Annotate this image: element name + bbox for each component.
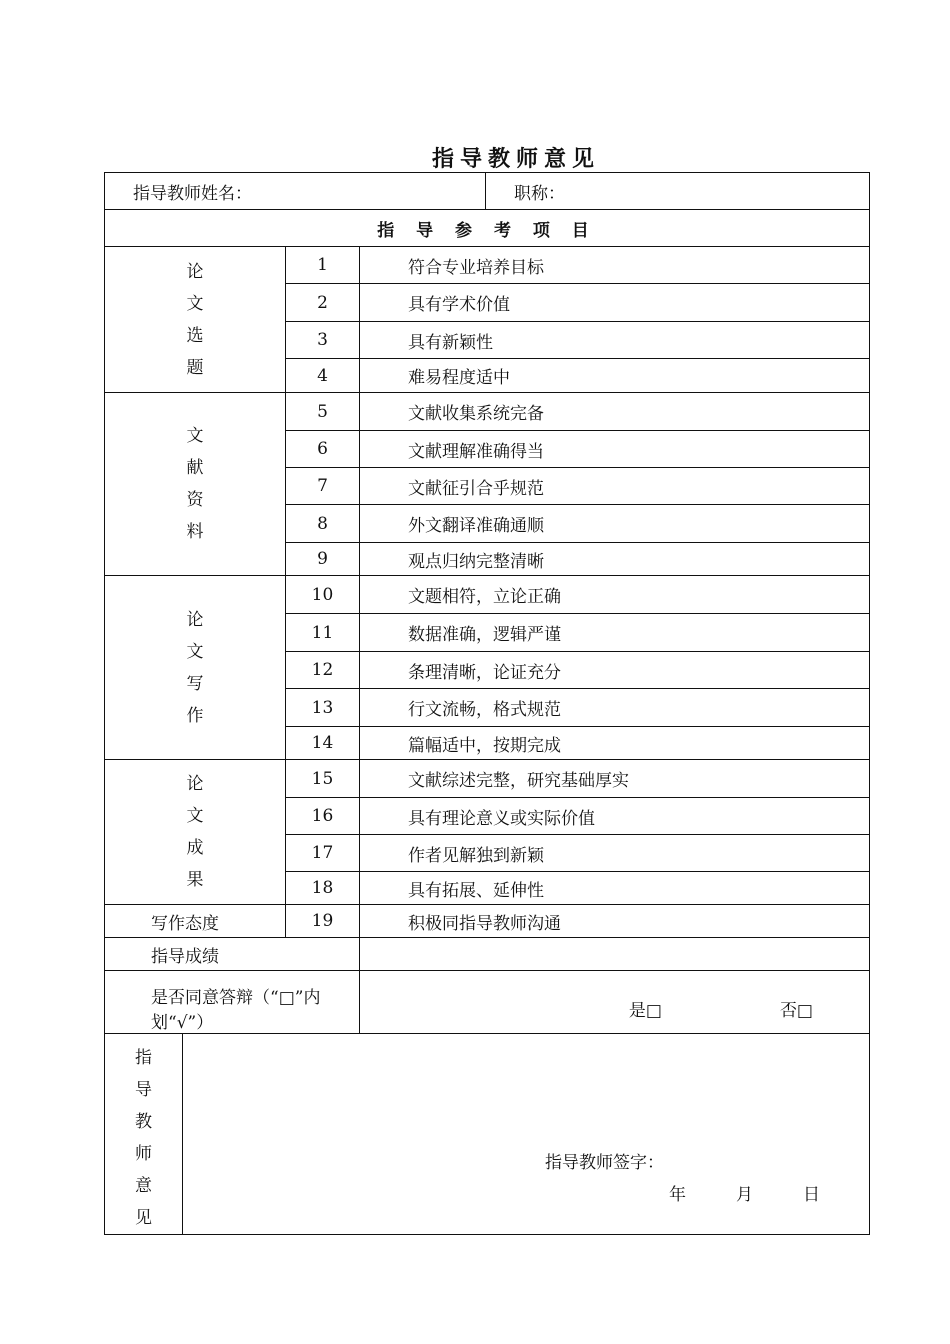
opinion-label-char: 指 bbox=[135, 1048, 152, 1068]
item-number: 6 bbox=[286, 431, 360, 468]
signature-label: 指导教师签字： bbox=[545, 1153, 664, 1173]
year-label: 年 bbox=[669, 1185, 686, 1205]
category-char: 果 bbox=[186, 870, 204, 890]
item-text: 具有学术价值 bbox=[360, 284, 870, 322]
item-number: 4 bbox=[286, 359, 360, 393]
item-text: 文献综述完整，研究基础厚实 bbox=[360, 760, 870, 798]
advisor-title-label: 职称： bbox=[514, 183, 565, 204]
day-label: 日 bbox=[803, 1185, 820, 1205]
header-row bbox=[105, 173, 870, 210]
opinion-label-char: 教 bbox=[135, 1112, 152, 1132]
category-char: 成 bbox=[186, 838, 204, 858]
opinion-label-char: 师 bbox=[135, 1144, 152, 1164]
item-text: 符合专业培养目标 bbox=[360, 247, 870, 284]
advisor-title-field[interactable] bbox=[486, 173, 870, 210]
opinion-row bbox=[105, 1034, 870, 1235]
attitude-row bbox=[105, 905, 870, 938]
item-text: 具有新颖性 bbox=[360, 322, 870, 359]
item-text: 文题相符，立论正确 bbox=[360, 576, 870, 614]
category-char: 献 bbox=[186, 458, 204, 478]
category-char: 写 bbox=[186, 673, 204, 694]
item-number: 15 bbox=[286, 760, 360, 798]
agree-no-checkbox[interactable]: 否□ bbox=[779, 1000, 813, 1021]
item-number: 13 bbox=[286, 689, 360, 727]
category-char: 文 bbox=[186, 293, 204, 314]
category-char: 论 bbox=[186, 774, 204, 794]
category-char: 作 bbox=[186, 705, 204, 726]
page-title: 指导教师意见 bbox=[431, 146, 600, 172]
month-label: 月 bbox=[736, 1185, 753, 1205]
item-number: 12 bbox=[286, 652, 360, 689]
item-text: 积极同指导教师沟通 bbox=[360, 905, 870, 938]
item-number: 2 bbox=[286, 284, 360, 322]
category-char: 选 bbox=[186, 325, 204, 346]
item-text: 文献理解准确得当 bbox=[360, 431, 870, 468]
item-text: 外文翻译准确通顺 bbox=[360, 505, 870, 543]
section-title: 指 导 参 考 项 目 bbox=[105, 210, 870, 247]
advisor-name-field[interactable] bbox=[105, 173, 486, 210]
category-char: 论 bbox=[186, 609, 204, 630]
agree-options bbox=[360, 971, 870, 1034]
opinion-text-area[interactable] bbox=[183, 1034, 870, 1235]
category-char: 料 bbox=[186, 522, 204, 542]
item-number: 16 bbox=[286, 798, 360, 835]
item-row bbox=[105, 760, 870, 798]
opinion-label-char: 导 bbox=[135, 1080, 152, 1100]
item-text: 具有拓展、延伸性 bbox=[360, 872, 870, 905]
item-text: 具有理论意义或实际价值 bbox=[360, 798, 870, 835]
opinion-label-char: 见 bbox=[135, 1208, 152, 1228]
category-char: 文 bbox=[186, 806, 204, 826]
advisor-opinion-form bbox=[104, 172, 870, 1235]
item-text: 观点归纳完整清晰 bbox=[360, 543, 870, 576]
category-char: 论 bbox=[186, 261, 204, 282]
advisor-name-label: 指导教师姓名： bbox=[133, 183, 252, 204]
item-row bbox=[105, 393, 870, 431]
category-label bbox=[105, 576, 286, 760]
category-char: 题 bbox=[186, 357, 204, 378]
agree-label: 是否同意答辩（“□”内划“√”） bbox=[105, 971, 360, 1034]
item-number: 19 bbox=[286, 905, 360, 938]
category-char: 文 bbox=[186, 641, 204, 662]
item-number: 14 bbox=[286, 727, 360, 760]
item-text: 条理清晰，论证充分 bbox=[360, 652, 870, 689]
opinion-label bbox=[105, 1034, 183, 1235]
item-text: 文献收集系统完备 bbox=[360, 393, 870, 431]
category-char: 文 bbox=[186, 426, 204, 446]
attitude-label: 写作态度 bbox=[105, 905, 286, 938]
item-number: 11 bbox=[286, 614, 360, 652]
category-label bbox=[105, 393, 286, 576]
item-number: 3 bbox=[286, 322, 360, 359]
item-number: 17 bbox=[286, 835, 360, 872]
date-line bbox=[669, 1180, 820, 1205]
item-number: 18 bbox=[286, 872, 360, 905]
grade-row bbox=[105, 938, 870, 971]
item-number: 8 bbox=[286, 505, 360, 543]
category-label bbox=[105, 247, 286, 393]
item-text: 难易程度适中 bbox=[360, 359, 870, 393]
agree-row bbox=[105, 971, 870, 1034]
item-text: 文献征引合乎规范 bbox=[360, 468, 870, 505]
item-text: 作者见解独到新颖 bbox=[360, 835, 870, 872]
agree-yes-checkbox[interactable]: 是□ bbox=[628, 1000, 662, 1021]
item-text: 行文流畅，格式规范 bbox=[360, 689, 870, 727]
item-number: 9 bbox=[286, 543, 360, 576]
grade-label: 指导成绩 bbox=[105, 938, 360, 971]
item-text: 篇幅适中，按期完成 bbox=[360, 727, 870, 760]
item-row bbox=[105, 247, 870, 284]
category-char: 资 bbox=[186, 490, 204, 510]
item-number: 1 bbox=[286, 247, 360, 284]
opinion-label-char: 意 bbox=[135, 1176, 152, 1196]
item-number: 5 bbox=[286, 393, 360, 431]
item-text: 数据准确，逻辑严谨 bbox=[360, 614, 870, 652]
item-row bbox=[105, 576, 870, 614]
item-number: 7 bbox=[286, 468, 360, 505]
grade-input[interactable] bbox=[360, 938, 870, 971]
category-label bbox=[105, 760, 286, 905]
item-number: 10 bbox=[286, 576, 360, 614]
